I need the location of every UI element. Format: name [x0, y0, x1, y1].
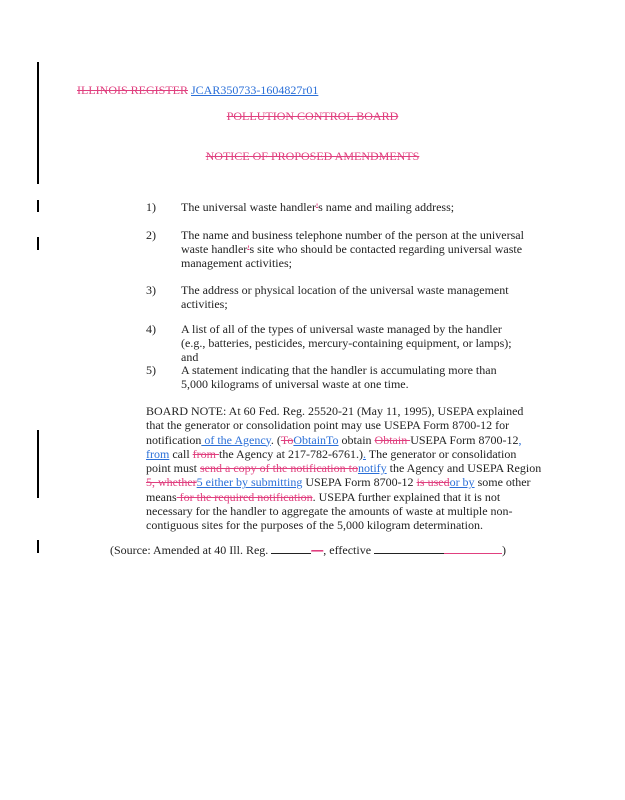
- register-header: [77, 83, 318, 98]
- source-line: (Source: Amended at 40 Ill. Reg. —, effective ): [110, 543, 507, 557]
- register-blank: [271, 543, 311, 554]
- change-bar: [37, 200, 39, 212]
- board-note: BOARD NOTE: At 60 Fed. Reg. 25520-21 (May 11, 1995), USEPA explained that the generator or consolidation point may use USEPA Form 8700-12 for notification of the Agency. (ToObtainTo obtain Obtain USEPA Form 8700-12, from call from the Agency at 217-782-6761.). The generator or consolidation point must send a copy of the notification tonotify the Agency and USEPA Region 5, whether5 either by submitting USEPA Form 8700-12 is usedor by some other means for the required notification. USEPA further explained that it is not necessary for the handler to aggregate the amounts of waste at multiple non-contiguous sites for the purposes of the 5,000 kilogram determination.: [146, 404, 542, 533]
- change-bar: [37, 540, 39, 553]
- register-inserted: JCAR350733-1604827r01: [191, 83, 319, 97]
- change-bar: [37, 237, 39, 250]
- effective-date-blank: [374, 543, 444, 554]
- change-bar: [37, 430, 39, 498]
- notice-title: NOTICE OF PROPOSED AMENDMENTS: [205, 149, 420, 163]
- deleted-blank: [444, 543, 502, 554]
- register-deleted: ILLINOIS REGISTER: [77, 83, 188, 97]
- board-title: POLLUTION CONTROL BOARD: [226, 109, 399, 123]
